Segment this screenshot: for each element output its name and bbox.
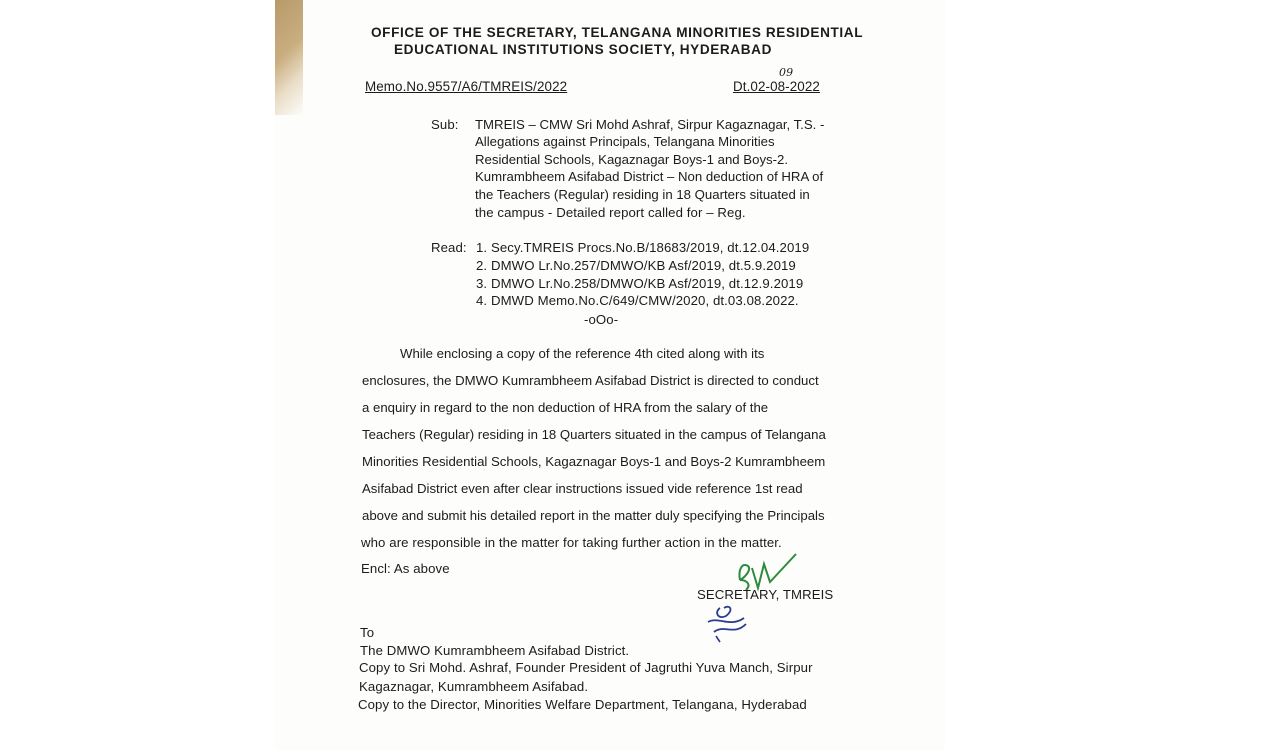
- signature-title: SECRETARY, TMREIS: [697, 587, 834, 602]
- body-text-5: Minorities Residential Schools, Kagaznagar Boys-1 and Boys-2 Kumrambheem: [362, 454, 826, 469]
- header-line-1: OFFICE OF THE SECRETARY, TELANGANA MINORITIES RESIDENTIAL: [371, 25, 864, 40]
- read-item-3: 3. DMWO Lr.No.258/DMWO/KB Asf/2019, dt.12.9.2019: [476, 276, 804, 291]
- body-line-6: [362, 481, 836, 496]
- body-line-2: [362, 373, 836, 388]
- body-text-6: Asifabad District even after clear instructions issued vide reference 1st read: [362, 481, 803, 496]
- subject-text-5: the Teachers (Regular) residing in 18 Quarters situated in: [475, 187, 810, 202]
- subject-line-6: the campus - Detailed report called for – Reg.: [475, 205, 746, 220]
- subject-line-4: [475, 169, 833, 184]
- body-line-8: who are responsible in the matter for taking further action in the matter.: [361, 535, 782, 550]
- read-item-4: 4. DMWD Memo.No.C/649/CMW/2020, dt.03.08.2022.: [476, 293, 799, 308]
- body-line-1: [400, 346, 836, 361]
- body-line-5: [362, 454, 836, 469]
- subject-text-3: Residential Schools, Kagaznagar Boys-1 and Boys-2.: [475, 152, 789, 167]
- body-line-3: [362, 400, 836, 415]
- read-label: Read:: [431, 240, 467, 255]
- subject-line-1: [475, 117, 833, 132]
- header-line-2: EDUCATIONAL INSTITUTIONS SOCIETY, HYDERABAD: [394, 42, 772, 57]
- copy-line-2: Kagaznagar, Kumrambheem Asifabad.: [359, 679, 589, 694]
- read-item-2: 2. DMWO Lr.No.257/DMWO/KB Asf/2019, dt.5.9.2019: [476, 258, 796, 273]
- subject-text-1: TMREIS – CMW Sri Mohd Ashraf, Sirpur Kagaznagar, T.S. -: [475, 117, 825, 132]
- date-correction: 09: [779, 66, 794, 79]
- subject-label: Sub:: [431, 117, 459, 132]
- read-item-1: 1. Secy.TMREIS Procs.No.B/18683/2019, dt.12.04.2019: [476, 240, 810, 255]
- page-edge-shadow: [275, 0, 303, 115]
- subject-line-5: [475, 187, 833, 202]
- copy-line-3: Copy to the Director, Minorities Welfare Department, Telangana, Hyderabad: [358, 697, 807, 712]
- memo-date: Dt.02-08-2022: [733, 79, 820, 94]
- body-text-7: above and submit his detailed report in the matter duly specifying the Principals: [362, 508, 825, 523]
- body-line-4: [362, 427, 836, 442]
- subject-line-2: [475, 134, 833, 149]
- subject-line-3: [475, 152, 833, 167]
- read-separator: -oOo-: [584, 312, 619, 327]
- copy-line-1: Copy to Sri Mohd. Ashraf, Founder President of Jagruthi Yuva Manch, Sirpur: [359, 660, 813, 675]
- enclosure: Encl: As above: [361, 561, 450, 576]
- to-label: To: [360, 625, 375, 640]
- subject-text-4: Kumrambheem Asifabad District – Non deduction of HRA of: [475, 169, 824, 184]
- body-text-2: enclosures, the DMWO Kumrambheem Asifabad District is directed to conduct: [362, 373, 819, 388]
- to-recipient: The DMWO Kumrambheem Asifabad District.: [360, 643, 630, 658]
- body-text-3: a enquiry in regard to the non deduction of HRA from the salary of the: [362, 400, 769, 415]
- body-text-1: While enclosing a copy of the reference 4th cited along with its: [400, 346, 765, 361]
- memo-number: Memo.No.9557/A6/TMREIS/2022: [365, 79, 568, 94]
- body-line-7: [362, 508, 836, 523]
- body-text-4: Teachers (Regular) residing in 18 Quarters situated in the campus of Telangana: [362, 427, 826, 442]
- subject-text-2: Allegations against Principals, Telangana Minorities: [475, 134, 775, 149]
